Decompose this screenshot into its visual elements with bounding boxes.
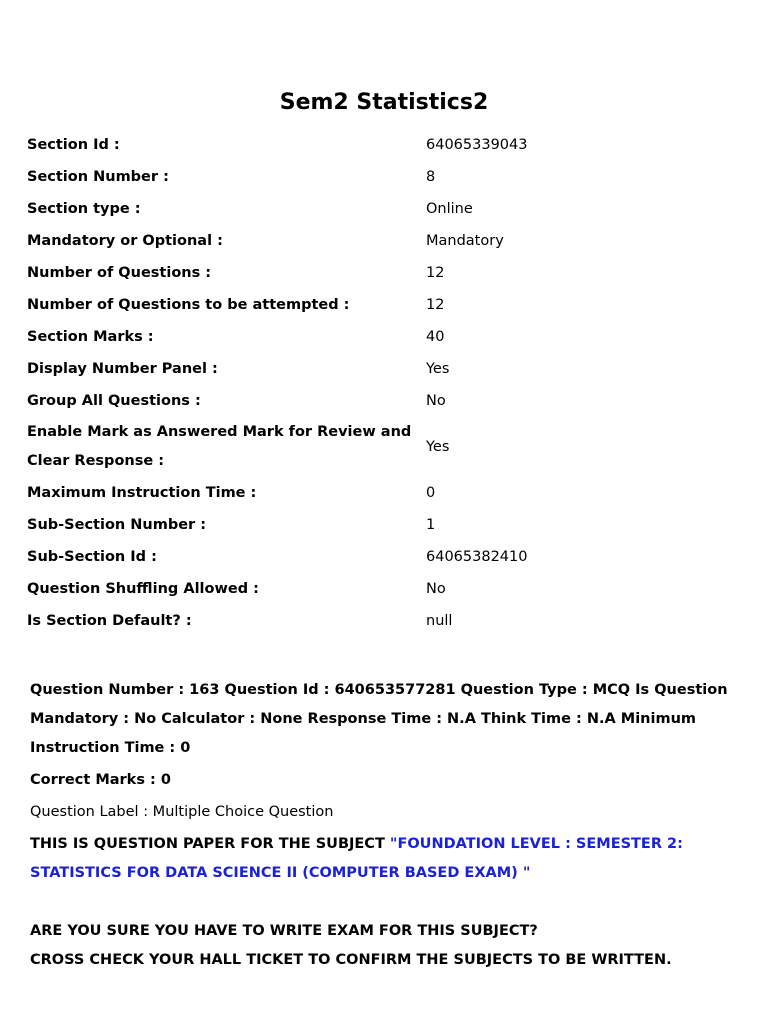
section-row (27, 129, 747, 161)
section-row (27, 477, 747, 509)
subject-prefix: THIS IS QUESTION PAPER FOR THE SUBJECT (30, 836, 390, 852)
section-row-label: Number of Questions to be attempted : (27, 296, 350, 313)
section-row-value: Mandatory (426, 233, 504, 249)
correct-marks: Correct Marks : 0 (30, 772, 171, 788)
section-row-label: Section Number : (27, 168, 169, 185)
section-row (27, 225, 747, 257)
question-meta: Question Number : 163 Question Id : 640653577281 Question Type : MCQ Is Question Mandatory : No Calculator : None Response Time : N.A Think Time : N.A Minimum Instruction Time : 0 (30, 682, 728, 756)
section-row (27, 193, 747, 225)
spacer (30, 888, 758, 914)
section-row-value: Yes (426, 439, 450, 455)
section-row (27, 353, 747, 385)
section-row-label: Section type : (27, 200, 141, 217)
section-row (27, 289, 747, 321)
cross-check-note: CROSS CHECK YOUR HALL TICKET TO CONFIRM THE SUBJECTS TO BE WRITTEN. (30, 952, 672, 968)
section-row-label: Number of Questions : (27, 264, 212, 281)
section-row-value: 64065382410 (426, 549, 528, 565)
section-row-value: 12 (426, 265, 445, 281)
section-row-label: Mandatory or Optional : (27, 232, 223, 249)
section-row-label: Sub-Section Id : (27, 548, 157, 565)
question-block (30, 676, 758, 975)
question-label: Question Label : Multiple Choice Question (30, 804, 334, 820)
section-row-value: 8 (426, 169, 436, 185)
page-title: Sem2 Statistics2 (279, 90, 489, 115)
section-row-label: Maximum Instruction Time : (27, 484, 257, 501)
section-row (27, 257, 747, 289)
section-row (27, 573, 747, 605)
section-row-label: Display Number Panel : (27, 360, 218, 377)
section-row-label: Group All Questions : (27, 392, 201, 409)
section-row (27, 417, 747, 477)
section-row (27, 509, 747, 541)
section-row (27, 541, 747, 573)
section-row (27, 605, 747, 637)
section-details-table (27, 129, 747, 637)
section-row-value: 12 (426, 297, 445, 313)
section-row-label: Enable Mark as Answered Mark for Review and Clear Response : (27, 424, 412, 469)
section-row-value: 40 (426, 329, 445, 345)
section-row-value: 0 (426, 485, 436, 501)
subject-name: "FOUNDATION LEVEL : SEMESTER 2: STATISTICS FOR DATA SCIENCE II (COMPUTER BASED EXAM) " (30, 836, 683, 881)
section-row-value: Yes (426, 361, 450, 377)
section-row (27, 321, 747, 353)
section-row-label: Is Section Default? : (27, 612, 192, 629)
section-row-label: Section Marks : (27, 328, 154, 345)
section-row-label: Question Shuffling Allowed : (27, 580, 259, 597)
section-row-value: null (426, 613, 453, 629)
section-row-value: 1 (426, 517, 436, 533)
section-row (27, 161, 747, 193)
subject-statement (30, 830, 758, 888)
section-row-value: Online (426, 201, 473, 217)
section-row (27, 385, 747, 417)
section-row-value: No (426, 393, 446, 409)
section-row-label: Section Id : (27, 136, 120, 153)
section-row-value: No (426, 581, 446, 597)
section-row-label: Sub-Section Number : (27, 516, 207, 533)
section-row-value: 64065339043 (426, 137, 528, 153)
confirm-question: ARE YOU SURE YOU HAVE TO WRITE EXAM FOR THIS SUBJECT? (30, 923, 538, 939)
